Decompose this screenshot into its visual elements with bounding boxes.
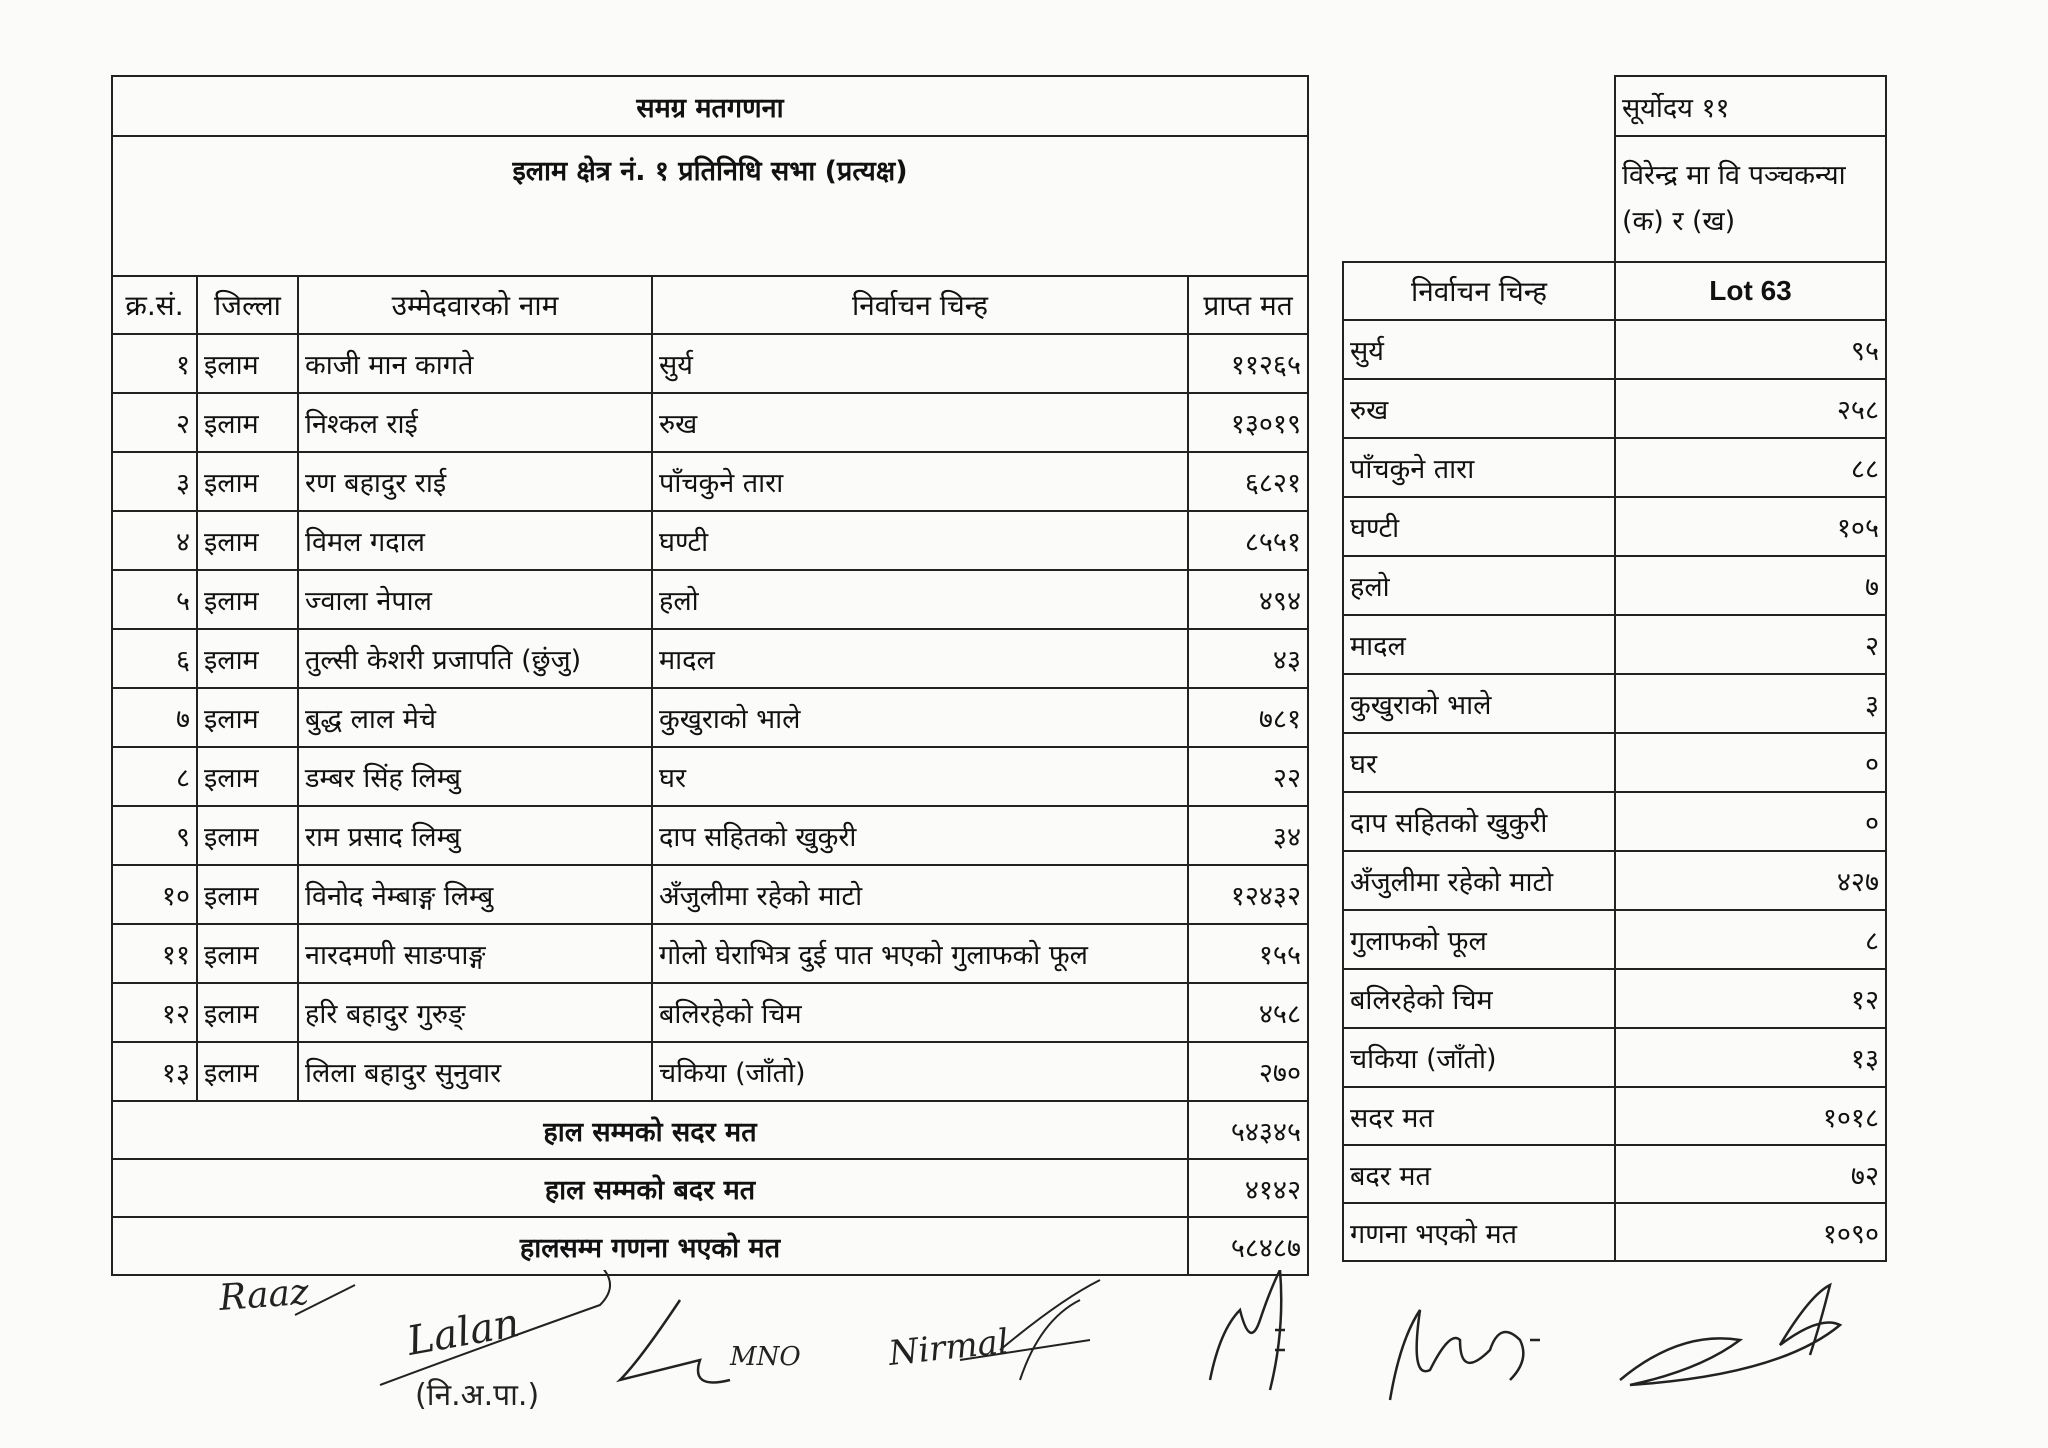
- total-row: [1343, 1203, 1886, 1261]
- table-title: समग्र मतगणना: [112, 76, 1308, 136]
- symbol-cell: दाप सहितको खुकुरी: [1343, 792, 1615, 851]
- candidate-name-cell: डम्बर सिंह लिम्बु: [298, 747, 652, 806]
- lot-votes-cell: ०: [1615, 733, 1886, 792]
- candidate-name-cell: तुल्सी केशरी प्रजापति (छुंजु): [298, 629, 652, 688]
- candidate-name-cell: हरि बहादुर गुरुङ्: [298, 983, 652, 1042]
- table-row: [112, 806, 1308, 865]
- blank-cell: [1343, 136, 1615, 262]
- district-cell: इलाम: [197, 688, 298, 747]
- serial-cell: ५: [112, 570, 197, 629]
- district-cell: इलाम: [197, 629, 298, 688]
- blank-cell: [1343, 76, 1615, 136]
- table-row: [1343, 851, 1886, 910]
- lot-votes-cell: ७: [1615, 556, 1886, 615]
- symbol-cell: घर: [1343, 733, 1615, 792]
- symbol-cell: बलिरहेको चिम: [652, 983, 1188, 1042]
- table-row: [112, 1042, 1308, 1101]
- symbol-cell: रुख: [1343, 379, 1615, 438]
- lot-votes-cell: १२: [1615, 969, 1886, 1028]
- votes-cell: ८५५१: [1188, 511, 1308, 570]
- table-row: [112, 924, 1308, 983]
- lot-votes-cell: ८८: [1615, 438, 1886, 497]
- lot-votes-cell: २५८: [1615, 379, 1886, 438]
- symbol-cell: अँजुलीमा रहेको माटो: [652, 865, 1188, 924]
- symbol-cell: सुर्य: [652, 334, 1188, 393]
- signature-6: [1390, 1310, 1540, 1400]
- serial-cell: ४: [112, 511, 197, 570]
- serial-cell: ९: [112, 806, 197, 865]
- header-votes: प्राप्त मत: [1188, 276, 1308, 334]
- votes-cell: ६८२१: [1188, 452, 1308, 511]
- total-value: १०१८: [1615, 1087, 1886, 1145]
- district-cell: इलाम: [197, 570, 298, 629]
- lot-votes-cell: १०५: [1615, 497, 1886, 556]
- polling-station-table: [1342, 75, 1887, 1262]
- district-cell: इलाम: [197, 334, 298, 393]
- votes-cell: २७०: [1188, 1042, 1308, 1101]
- district-cell: इलाम: [197, 806, 298, 865]
- symbol-cell: बलिरहेको चिम: [1343, 969, 1615, 1028]
- signatures: [200, 1270, 1880, 1430]
- district-cell: इलाम: [197, 1042, 298, 1101]
- symbol-cell: अँजुलीमा रहेको माटो: [1343, 851, 1615, 910]
- table-row: [112, 570, 1308, 629]
- total-label: हालसम्म गणना भएको मत: [112, 1217, 1188, 1275]
- counting-center: सूर्योदय ११: [1615, 76, 1886, 136]
- serial-cell: ११: [112, 924, 197, 983]
- total-row: [112, 1101, 1308, 1159]
- lot-votes-cell: ९५: [1615, 320, 1886, 379]
- table-row: [112, 511, 1308, 570]
- symbol-cell: घर: [652, 747, 1188, 806]
- serial-cell: १२: [112, 983, 197, 1042]
- lot-votes-cell: २: [1615, 615, 1886, 674]
- symbol-cell: पाँचकुने तारा: [1343, 438, 1615, 497]
- table-row: [112, 334, 1308, 393]
- table-row: [1343, 556, 1886, 615]
- total-value: ४१४२: [1188, 1159, 1308, 1217]
- table-row: [112, 629, 1308, 688]
- district-cell: इलाम: [197, 393, 298, 452]
- total-label: हाल सम्मको सदर मत: [112, 1101, 1188, 1159]
- serial-cell: ८: [112, 747, 197, 806]
- header-district: जिल्ला: [197, 276, 298, 334]
- symbol-cell: चकिया (जाँतो): [652, 1042, 1188, 1101]
- symbol-cell: गोलो घेराभित्र दुई पात भएको गुलाफको फूल: [652, 924, 1188, 983]
- total-value: ५४३४५: [1188, 1101, 1308, 1159]
- votes-cell: ४५८: [1188, 983, 1308, 1042]
- candidate-name-cell: विमल गदाल: [298, 511, 652, 570]
- symbol-cell: मादल: [1343, 615, 1615, 674]
- district-cell: इलाम: [197, 452, 298, 511]
- symbol-cell: हलो: [1343, 556, 1615, 615]
- table-row: [1343, 1028, 1886, 1087]
- votes-cell: ७८१: [1188, 688, 1308, 747]
- votes-cell: ४९४: [1188, 570, 1308, 629]
- serial-cell: ६: [112, 629, 197, 688]
- district-cell: इलाम: [197, 983, 298, 1042]
- table-row: [1343, 497, 1886, 556]
- header-serial: क्र.सं.: [112, 276, 197, 334]
- total-row: [1343, 1145, 1886, 1203]
- lot-votes-cell: ४२७: [1615, 851, 1886, 910]
- total-value: ५८४८७: [1188, 1217, 1308, 1275]
- candidate-name-cell: काजी मान कागते: [298, 334, 652, 393]
- votes-cell: ३४: [1188, 806, 1308, 865]
- vote-count-table: [111, 75, 1309, 1276]
- total-value: ७२: [1615, 1145, 1886, 1203]
- total-value: १०९०: [1615, 1203, 1886, 1261]
- lot-votes-cell: ३: [1615, 674, 1886, 733]
- symbol-cell: दाप सहितको खुकुरी: [652, 806, 1188, 865]
- symbol-cell: कुखुराको भाले: [1343, 674, 1615, 733]
- district-cell: इलाम: [197, 865, 298, 924]
- signature-4: Nirmal: [886, 1321, 1011, 1374]
- header-symbol: निर्वाचन चिन्ह: [1343, 262, 1615, 320]
- votes-cell: १५५: [1188, 924, 1308, 983]
- header-lot: Lot 63: [1615, 262, 1886, 320]
- serial-cell: ७: [112, 688, 197, 747]
- table-row: [112, 865, 1308, 924]
- signature-3: [620, 1300, 730, 1383]
- lot-votes-cell: १३: [1615, 1028, 1886, 1087]
- table-row: [112, 452, 1308, 511]
- table-row: [1343, 615, 1886, 674]
- header-candidate: उम्मेदवारको नाम: [298, 276, 652, 334]
- polling-station-name: विरेन्द्र मा वि पञ्चकन्या (क) र (ख): [1615, 136, 1886, 262]
- total-row: [112, 1217, 1308, 1275]
- station-total-rows: [1343, 1087, 1886, 1261]
- candidate-name-cell: लिला बहादुर सुनुवार: [298, 1042, 652, 1101]
- serial-cell: १३: [112, 1042, 197, 1101]
- candidate-name-cell: नारदमणी साङपाङ्ग: [298, 924, 652, 983]
- serial-cell: २: [112, 393, 197, 452]
- table-row: [1343, 969, 1886, 1028]
- total-label: हाल सम्मको बदर मत: [112, 1159, 1188, 1217]
- constituency-subtitle: इलाम क्षेत्र नं. १ प्रतिनिधि सभा (प्रत्यक्ष): [112, 136, 1308, 276]
- serial-cell: ३: [112, 452, 197, 511]
- candidate-rows: [112, 334, 1308, 1101]
- votes-cell: ४३: [1188, 629, 1308, 688]
- symbol-cell: गुलाफको फूल: [1343, 910, 1615, 969]
- district-cell: इलाम: [197, 747, 298, 806]
- signature-2: Lalan: [403, 1299, 523, 1365]
- serial-cell: १०: [112, 865, 197, 924]
- total-label: सदर मत: [1343, 1087, 1615, 1145]
- votes-cell: १२४३२: [1188, 865, 1308, 924]
- station-rows: [1343, 320, 1886, 1087]
- candidate-name-cell: ज्वाला नेपाल: [298, 570, 652, 629]
- symbol-cell: घण्टी: [652, 511, 1188, 570]
- lot-votes-cell: ८: [1615, 910, 1886, 969]
- table-row: [1343, 438, 1886, 497]
- header-symbol: निर्वाचन चिन्ह: [652, 276, 1188, 334]
- table-row: [112, 688, 1308, 747]
- symbol-cell: चकिया (जाँतो): [1343, 1028, 1615, 1087]
- signature-7: [1620, 1285, 1840, 1385]
- signature-3-text: MNO: [730, 1342, 801, 1372]
- district-cell: इलाम: [197, 511, 298, 570]
- table-row: [112, 393, 1308, 452]
- symbol-cell: मादल: [652, 629, 1188, 688]
- candidate-name-cell: निश्कल राई: [298, 393, 652, 452]
- symbol-cell: रुख: [652, 393, 1188, 452]
- table-row: [1343, 910, 1886, 969]
- total-row: [112, 1159, 1308, 1217]
- candidate-name-cell: विनोद नेम्बाङ्ग लिम्बु: [298, 865, 652, 924]
- table-row: [112, 983, 1308, 1042]
- signature-5: [1210, 1270, 1285, 1390]
- serial-cell: १: [112, 334, 197, 393]
- candidate-name-cell: बुद्ध लाल मेचे: [298, 688, 652, 747]
- total-rows: [112, 1101, 1308, 1275]
- total-label: गणना भएको मत: [1343, 1203, 1615, 1261]
- candidate-name-cell: राम प्रसाद लिम्बु: [298, 806, 652, 865]
- table-row: [1343, 320, 1886, 379]
- total-row: [1343, 1087, 1886, 1145]
- votes-cell: ११२६५: [1188, 334, 1308, 393]
- lot-votes-cell: ०: [1615, 792, 1886, 851]
- table-row: [1343, 379, 1886, 438]
- symbol-cell: पाँचकुने तारा: [652, 452, 1188, 511]
- symbol-cell: घण्टी: [1343, 497, 1615, 556]
- table-row: [1343, 674, 1886, 733]
- votes-cell: २२: [1188, 747, 1308, 806]
- table-row: [1343, 792, 1886, 851]
- district-cell: इलाम: [197, 924, 298, 983]
- signature-2-note: (नि.अ.पा.): [415, 1378, 540, 1413]
- symbol-cell: सुर्य: [1343, 320, 1615, 379]
- symbol-cell: कुखुराको भाले: [652, 688, 1188, 747]
- total-label: बदर मत: [1343, 1145, 1615, 1203]
- table-row: [1343, 733, 1886, 792]
- symbol-cell: हलो: [652, 570, 1188, 629]
- candidate-name-cell: रण बहादुर राई: [298, 452, 652, 511]
- votes-cell: १३०१९: [1188, 393, 1308, 452]
- table-row: [112, 747, 1308, 806]
- signature-1: Raaz: [217, 1271, 311, 1319]
